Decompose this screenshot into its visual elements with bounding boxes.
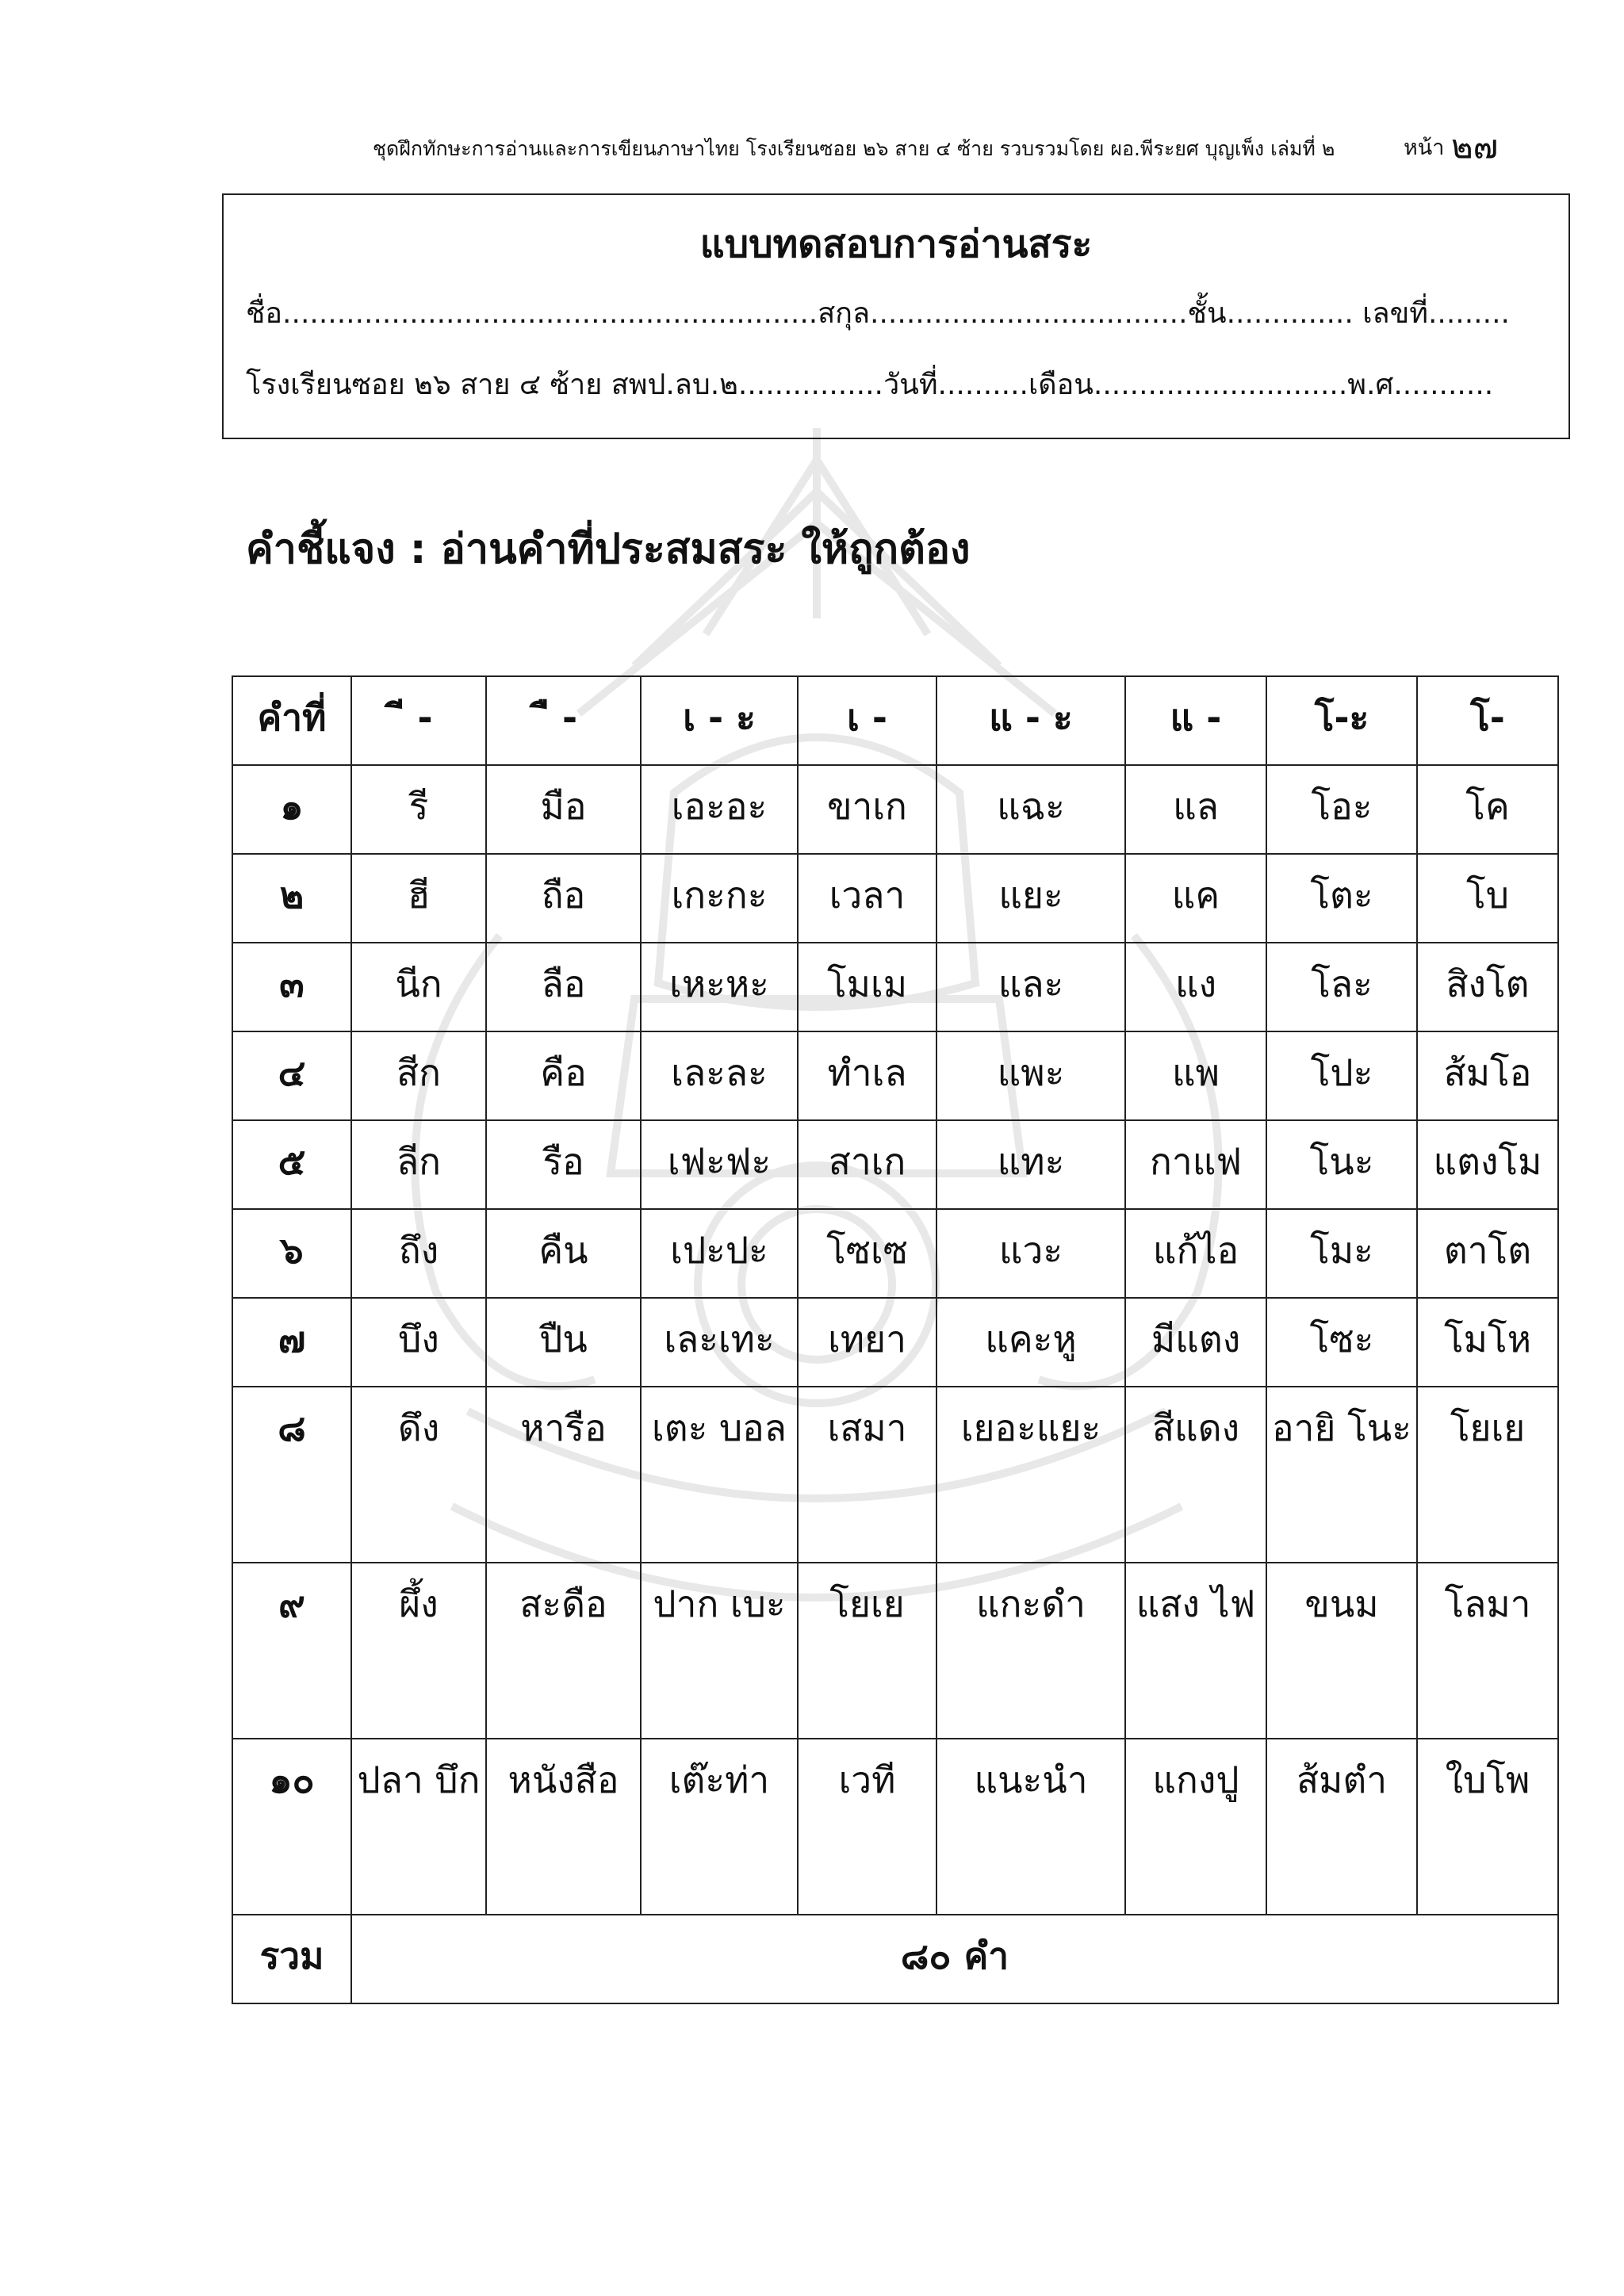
table-cell: ปลา บึก bbox=[351, 1739, 486, 1915]
row-number: ๒ bbox=[232, 854, 351, 943]
table-cell: แง bbox=[1125, 943, 1266, 1031]
table-cell: แพะ bbox=[936, 1031, 1125, 1120]
table-cell: เวที bbox=[798, 1739, 936, 1915]
column-header: เ - ะ bbox=[641, 676, 798, 765]
column-header: คำที่ bbox=[232, 676, 351, 765]
column-header: ี - bbox=[351, 676, 486, 765]
table-cell: ลีก bbox=[351, 1120, 486, 1209]
table-cell: โซะ bbox=[1266, 1298, 1417, 1387]
table-cell: ดึง bbox=[351, 1387, 486, 1563]
table-cell: เละเทะ bbox=[641, 1298, 798, 1387]
row-number: ๗ bbox=[232, 1298, 351, 1387]
table-row bbox=[232, 943, 1558, 1031]
table-cell: ส้มตำ bbox=[1266, 1739, 1417, 1915]
table-cell: โค bbox=[1417, 765, 1558, 854]
table-cell: ตาโต bbox=[1417, 1209, 1558, 1298]
page-header bbox=[373, 121, 1507, 168]
table-cell: แค bbox=[1125, 854, 1266, 943]
table-row bbox=[232, 1387, 1558, 1563]
table-cell: มีแตง bbox=[1125, 1298, 1266, 1387]
table-cell: แกงปู bbox=[1125, 1739, 1266, 1915]
table-cell: ถือ bbox=[486, 854, 641, 943]
table-cell: คืน bbox=[486, 1209, 641, 1298]
table-cell: เปะปะ bbox=[641, 1209, 798, 1298]
table-cell: สาเก bbox=[798, 1120, 936, 1209]
column-header: ื - bbox=[486, 676, 641, 765]
table-row bbox=[232, 1563, 1558, 1739]
table-cell: กาแฟ bbox=[1125, 1120, 1266, 1209]
table-cell: แคะหู bbox=[936, 1298, 1125, 1387]
table-cell: ปาก เบะ bbox=[641, 1563, 798, 1739]
table-cell: ขนม bbox=[1266, 1563, 1417, 1739]
table-cell: เอะอะ bbox=[641, 765, 798, 854]
table-cell: เละละ bbox=[641, 1031, 798, 1120]
table-cell: เฟะฟะ bbox=[641, 1120, 798, 1209]
table-row bbox=[232, 1739, 1558, 1915]
table-cell: แทะ bbox=[936, 1120, 1125, 1209]
table-cell: คือ bbox=[486, 1031, 641, 1120]
table-cell: ลือ bbox=[486, 943, 641, 1031]
table-cell: แกะดำ bbox=[936, 1563, 1125, 1739]
name-line: ชื่อ...........................................................สกุล...................................ชั้น.............. เลขที่......... bbox=[246, 297, 1510, 330]
table-cell: นีก bbox=[351, 943, 486, 1031]
table-cell: โมโห bbox=[1417, 1298, 1558, 1387]
table-cell: ส้มโอ bbox=[1417, 1031, 1558, 1120]
table-row bbox=[232, 765, 1558, 854]
table-cell: แพ bbox=[1125, 1031, 1266, 1120]
row-number: ๙ bbox=[232, 1563, 351, 1739]
table-cell: โปะ bbox=[1266, 1031, 1417, 1120]
table-cell: สีก bbox=[351, 1031, 486, 1120]
page-number: ๒๗ bbox=[1451, 127, 1499, 166]
total-row bbox=[232, 1915, 1558, 2003]
table-cell: เหะหะ bbox=[641, 943, 798, 1031]
table-cell: แยะ bbox=[936, 854, 1125, 943]
table-cell: โตะ bbox=[1266, 854, 1417, 943]
table-cell: รือ bbox=[486, 1120, 641, 1209]
table-cell: ฮี bbox=[351, 854, 486, 943]
table-cell: โลมา bbox=[1417, 1563, 1558, 1739]
school-date-line: โรงเรียนซอย ๒๖ สาย ๔ ซ้าย สพป.ลบ.๒................วันที่..........เดือน............................พ.ศ........... bbox=[246, 369, 1494, 401]
table-cell: ถึง bbox=[351, 1209, 486, 1298]
row-number: ๑๐ bbox=[232, 1739, 351, 1915]
table-row bbox=[232, 1298, 1558, 1387]
total-label: รวม bbox=[232, 1915, 351, 2003]
row-number: ๔ bbox=[232, 1031, 351, 1120]
table-cell: ใบโพ bbox=[1417, 1739, 1558, 1915]
table-row bbox=[232, 1031, 1558, 1120]
table-cell: แก้ไอ bbox=[1125, 1209, 1266, 1298]
column-header: แ - bbox=[1125, 676, 1266, 765]
table-row bbox=[232, 854, 1558, 943]
table-cell: โละ bbox=[1266, 943, 1417, 1031]
instruction-text: คำชี้แจง : อ่านคำที่ประสมสระ ให้ถูกต้อง bbox=[246, 526, 971, 573]
column-header: แ - ะ bbox=[936, 676, 1125, 765]
table-cell: สิงโต bbox=[1417, 943, 1558, 1031]
page-label: หน้า bbox=[1404, 136, 1445, 160]
total-value: ๘๐ คำ bbox=[351, 1915, 1558, 2003]
table-cell: เกะกะ bbox=[641, 854, 798, 943]
table-cell: แวะ bbox=[936, 1209, 1125, 1298]
student-info-box bbox=[222, 193, 1570, 439]
table-row bbox=[232, 1209, 1558, 1298]
table-cell: โมะ bbox=[1266, 1209, 1417, 1298]
table-cell: เตะ บอล bbox=[641, 1387, 798, 1563]
column-header: โ- bbox=[1417, 676, 1558, 765]
vowel-reading-table bbox=[232, 675, 1559, 2004]
table-cell: ผึ้ง bbox=[351, 1563, 486, 1739]
table-row bbox=[232, 1120, 1558, 1209]
row-number: ๘ bbox=[232, 1387, 351, 1563]
row-number: ๓ bbox=[232, 943, 351, 1031]
table-cell: ทำเล bbox=[798, 1031, 936, 1120]
header-text: ชุดฝึกทักษะการอ่านและการเขียนภาษาไทย โรงเรียนซอย ๒๖ สาย ๔ ซ้าย รวบรวมโดย ผอ.พีระยศ บุญเพ็ง เล่มที่ ๒ bbox=[373, 137, 1335, 160]
table-cell: หนังสือ bbox=[486, 1739, 641, 1915]
table-cell: โมเม bbox=[798, 943, 936, 1031]
table-cell: สีแดง bbox=[1125, 1387, 1266, 1563]
column-header: เ - bbox=[798, 676, 936, 765]
table-cell: แล bbox=[1125, 765, 1266, 854]
table-cell: โบ bbox=[1417, 854, 1558, 943]
table-cell: ปืน bbox=[486, 1298, 641, 1387]
table-cell: มือ bbox=[486, 765, 641, 854]
table-cell: หารือ bbox=[486, 1387, 641, 1563]
row-number: ๖ bbox=[232, 1209, 351, 1298]
table-cell: สะดือ bbox=[486, 1563, 641, 1739]
table-cell: และ bbox=[936, 943, 1125, 1031]
table-cell: โยเย bbox=[1417, 1387, 1558, 1563]
table-cell: เสมา bbox=[798, 1387, 936, 1563]
table-cell: โนะ bbox=[1266, 1120, 1417, 1209]
table-cell: บึง bbox=[351, 1298, 486, 1387]
table-cell: เทยา bbox=[798, 1298, 936, 1387]
table-cell: แฉะ bbox=[936, 765, 1125, 854]
test-title: แบบทดสอบการอ่านสระ bbox=[699, 222, 1093, 266]
table-cell: ขาเก bbox=[798, 765, 936, 854]
header-row bbox=[232, 676, 1558, 765]
table-cell: โยเย bbox=[798, 1563, 936, 1739]
table-cell: โอะ bbox=[1266, 765, 1417, 854]
table-cell: โซเซ bbox=[798, 1209, 936, 1298]
table-cell: แสง ไฟ bbox=[1125, 1563, 1266, 1739]
table-cell: แนะนำ bbox=[936, 1739, 1125, 1915]
column-header: โ-ะ bbox=[1266, 676, 1417, 765]
table-cell: อายิ โนะ bbox=[1266, 1387, 1417, 1563]
table-cell: เวลา bbox=[798, 854, 936, 943]
table-cell: แตงโม bbox=[1417, 1120, 1558, 1209]
table-cell: รี bbox=[351, 765, 486, 854]
table-cell: เยอะแยะ bbox=[936, 1387, 1125, 1563]
table-cell: เต๊ะท่า bbox=[641, 1739, 798, 1915]
row-number: ๑ bbox=[232, 765, 351, 854]
row-number: ๕ bbox=[232, 1120, 351, 1209]
